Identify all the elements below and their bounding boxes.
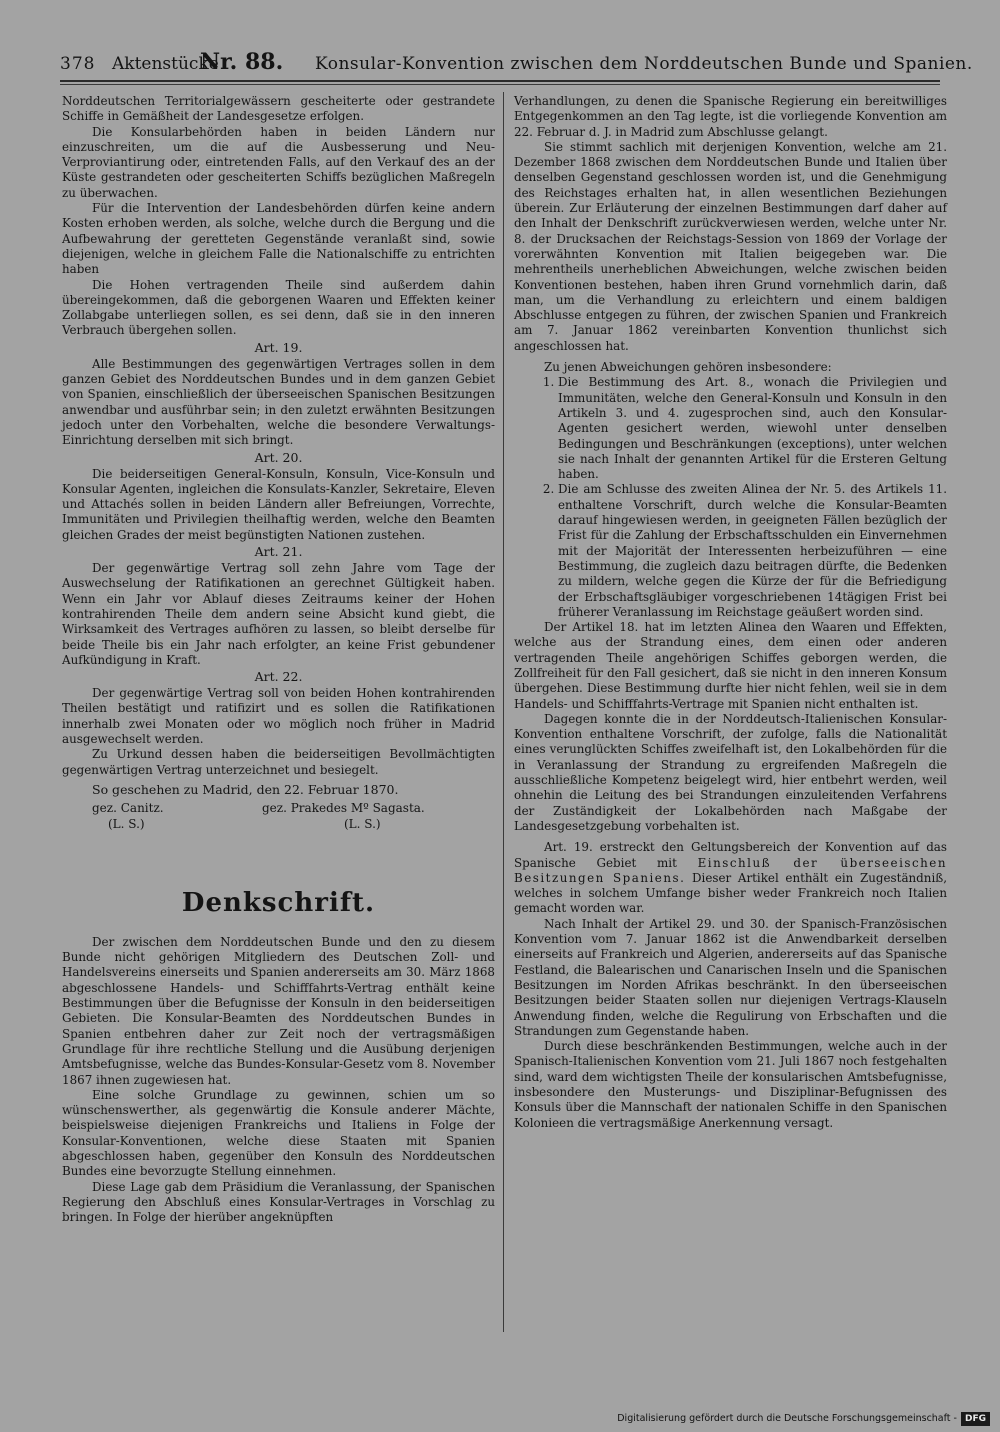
signature-canitz: gez. Canitz. (92, 800, 164, 815)
list-item: 2. Die am Schlusse des zweiten Alinea der Nr. 5. des Artikels 11. enthaltene Vorschrift, durch welche die Konsular-Beamten darauf hingewiesen werden, in geeigneten Fällen bezüglich der Frist für die Zahlung der Erbschaftsschulden ein Einvernehmen mit der Majorität der Interessenten herbeizuführen — eine Bestimmung, die zugleich dazu beitragen dürfte, die Bedenken zu mildern, welche gegen die Kürze der für die Befriedigung der Erbschaftsgläubiger vorgeschriebenen 14tägigen Frist bei früherer Veranlassung im Reichstage geäußert worden sind. (558, 482, 947, 620)
paragraph: Die beiderseitigen General-Konsuln, Konsuln, Vice-Konsuln und Konsular Agenten, ingleichen die Konsulats-Kanzler, Sekretaire, Eleven und Attachés sollen in beiden Ländern aller Befreiungen, Vorrechte, Immunitäten und Privilegien theilhaftig werden, welche den Beamten gleichen Grades der meist begünstigten Nationen zustehen. (62, 466, 495, 542)
article-heading: Art. 22. (254, 669, 303, 685)
emphasis-text: Einschluß der überseeischen Besitzungen Spaniens. (514, 855, 947, 885)
deviation-list (514, 375, 947, 620)
paragraph: Die Hohen vertragenden Theile sind außerdem dahin übereingekommen, daß die geborgenen Waaren und Effekten keiner Zollabgabe unterliegen sollen, es sei denn, daß sie in den inneren Verbrauch übergehen sollen. (62, 277, 495, 338)
page-number: 378 (60, 54, 96, 74)
signatures (62, 801, 495, 837)
denkschrift-heading: Denkschrift. (181, 887, 376, 918)
paragraph: Sie stimmt sachlich mit derjenigen Konvention, welche am 21. Dezember 1868 zwischen dem Norddeutschen Bunde und Italien über denselben Gegenstand geschlossen worden ist, und die Genehmigung des Reichstages erhalten hat, in allen wesentlichen Beziehungen überein. Zur Erläuterung der einzelnen Bestimmungen darf daher auf den Inhalt der Denkschrift zurückverwiesen werden, welche unter Nr. 8. der Drucksachen der Reichstags-Session von 1869 der Vorlage der vorerwähnten Konvention mit Italien beigegeben war. Die mehrentheils unerheblichen Abweichungen, welche zwischen beiden Konventionen bestehen, haben ihren Grund vornehmlich darin, daß man, um die Verhandlung zu erleichtern und einem baldigen Abschlusse entgegen zu führen, der zwischen Spanien und Frankreich am 7. Januar 1862 vereinbarten Konvention thunlichst sich angeschlossen hat. (514, 139, 947, 353)
paragraph: Eine solche Grundlage zu gewinnen, schien um so wünschenswerther, als gegenwärtig die Konsule anderer Mächte, beispielsweise diejenigen Frankreichs und Italiens in Folge der Konsular-Konventionen, welche diese Staaten mit Spanien abgeschlossen haben, gegenüber den Konsuln des Norddeutschen Bundes eine bevorzugte Stellung einnehmen. (62, 1087, 495, 1179)
paragraph: Verhandlungen, zu denen die Spanische Regierung ein bereitwilliges Entgegenkommen an den Tag legte, ist die vorliegende Konvention am 22. Februar d. J. in Madrid zum Abschlusse gelangt. (514, 94, 947, 139)
paragraph: Alle Bestimmungen des gegenwärtigen Vertrages sollen in dem ganzen Gebiet des Norddeutschen Bundes und in dem ganzen Gebiet von Spanien, einschließlich der überseeischen Spanischen Besitzungen anwendbar und ausführbar sein; in den zuletzt erwähnten Besitzungen jedoch unter den Vorbehalten, welche die besondere Verwaltungs-Einrichtung derselben mit sich bringt. (62, 356, 495, 448)
seal-mark: (L. S.) (108, 816, 145, 831)
paragraph: Für die Intervention der Landesbehörden dürfen keine andern Kosten erhoben werden, als solche, welche durch die Bergung und die Aufbewahrung der geretteten Gegenstände veranlaßt sind, sowie diejenigen, welche in gleichem Falle die Nationalschiffe zu entrichten haben (62, 201, 495, 277)
paragraph: Der zwischen dem Norddeutschen Bunde und den zu diesem Bunde nicht gehörigen Mitgliedern des Deutschen Zoll- und Handelsvereins einerseits und Spanien andererseits am 30. März 1868 abgeschlossene Handels- und Schifffahrts-Vertrag enthält keine Bestimmungen über die Befugnisse der Konsuln in den beiderseitigen Gebieten. Die Konsular-Beamten des Norddeutschen Bundes in Spanien entbehren daher zur Zeit noch der vertragsmäßigen Grundlage für ihre rechtliche Stellung und die Ausübung derjenigen Amtsbefugnisse, welche das Bundes-Konsular-Gesetz vom 8. November 1867 ihnen zugewiesen hat. (62, 934, 495, 1087)
text-run: Dieser Artikel enthält ein Zugeständniß, welches in solchem Umfange bisher weder Frankreich noch Italien gemacht worden war. (514, 870, 947, 916)
paragraph: Der gegenwärtige Vertrag soll von beiden Hohen kontrahirenden Theilen bestätigt und ratifizirt und es sollen die Ratifikationen innerhalb zwei Monaten oder wo möglich noch früher in Madrid ausgewechselt werden. (62, 686, 495, 746)
paragraph: Zu Urkund dessen haben die beiderseitigen Bevollmächtigten gegenwärtigen Vertrag unterzeichnet und besiegelt. (62, 747, 495, 777)
running-title: Konsular-Konvention zwischen dem Norddeutschen Bunde und Spanien. (315, 54, 973, 74)
text-run: Art. 19. erstreckt den Geltungsbereich der Konvention auf das Spanische Gebiet mit (514, 840, 947, 870)
right-column (514, 94, 947, 1131)
header-rule (60, 80, 940, 82)
left-column (62, 94, 495, 1226)
article-heading: Art. 21. (254, 544, 303, 560)
paragraph: Norddeutschen Territorialgewässern gescheiterte oder gestrandete Schiffe in Gemäßheit der Landesgesetze erfolgen. (62, 94, 495, 124)
page-header (60, 49, 973, 78)
article-heading: Art. 20. (254, 449, 303, 465)
article-heading: Art. 19. (254, 339, 303, 355)
paragraph: Diese Lage gab dem Präsidium die Veranlassung, der Spanischen Regierung den Abschluß eines Konsular-Vertrages in Vorschlag zu bringen. In Folge der hierüber angeknüpften (62, 1179, 495, 1225)
paragraph (514, 840, 947, 916)
header-rule-thin (60, 84, 940, 85)
column-divider (503, 92, 504, 1332)
signature-sagasta: gez. Prakedes Mº Sagasta. (262, 800, 425, 815)
paragraph: Dagegen konnte die in der Norddeutsch-Italienischen Konsular-Konvention enthaltene Vorschrift, der zufolge, falls die Nationalität eines verunglückten Schiffes zweifelhaft ist, den Lokalbehörden für die in Veranlassung der Strandung zu ergreifenden Maßregeln die ausschließliche Kompetenz beigelegt wird, hier entbehrt werden, weil ohnehin die Leitung des bei Strandungen einzuleitenden Verfahrens der Zuständigkeit der Lokalbehörden nach Maßgabe der Landesgesetzgebung vorbehalten ist. (514, 711, 947, 833)
digitization-footer (560, 1410, 990, 1428)
document-number: Nr. 88. (200, 49, 284, 75)
closing-line: So geschehen zu Madrid, den 22. Februar 1870. (92, 781, 399, 797)
paragraph: Durch diese beschränkenden Bestimmungen, welche auch in der Spanisch-Italienischen Konvention vom 21. Juli 1867 noch festgehalten sind, ward dem wichtigsten Theile der konsularischen Amtsbefugnisse, insbesondere den Musterungs- und Disziplinar-Befugnissen des Konsuls über die Mannschaft der nationalen Schiffe in den Spanischen Kolonieen die vertragsmäßige Anerkennung versagt. (514, 1039, 947, 1130)
paragraph: Die Konsularbehörden haben in beiden Ländern nur einzuschreiten, um die auf die Ausbesserung und Neu-Verproviantirung oder, eintretenden Falls, auf den Verkauf des an der Küste gestrandeten oder gescheiterten Schiffs bezüglichen Maßregeln zu überwachen. (62, 124, 495, 200)
paragraph: Der Artikel 18. hat im letzten Alinea den Waaren und Effekten, welche aus der Strandung eines, dem einen oder anderen vertragenden Theile angehörigen Schiffes geborgen werden, die Zollfreiheit für den Fall gesichert, daß sie nicht in den inneren Konsum übergehen. Diese Bestimmung durfte hier nicht fehlen, weil sie in dem Handels- und Schifffahrts-Vertrage mit Spanien nicht enthalten ist. (514, 620, 947, 711)
paragraph: Der gegenwärtige Vertrag soll zehn Jahre vom Tage der Auswechselung der Ratifikationen an gerechnet Gültigkeit haben. Wenn ein Jahr vor Ablauf dieses Zeitraums keiner der Hohen kontrahirenden Theile dem andern seine Absicht kund giebt, die Wirksamkeit des Vertrages aufhören zu lassen, so bleibt derselbe für beide Theile bis ein Jahr nach erfolgter, an keine Frist gebundener Aufkündigung in Kraft. (62, 561, 495, 667)
paragraph: Zu jenen Abweichungen gehören insbesondere: (544, 360, 832, 375)
footer-text: Digitalisierung gefördert durch die Deutsche Forschungsgemeinschaft - (617, 1413, 957, 1424)
dfg-logo: DFG (961, 1412, 990, 1426)
seal-mark: (L. S.) (344, 816, 381, 831)
paragraph: Nach Inhalt der Artikel 29. und 30. der Spanisch-Französischen Konvention vom 7. Januar 1862 ist die Anwendbarkeit derselben einerseits auf Frankreich und Algerien, andererseits auf das Spanische Festland, die Balearischen und Canarischen Inseln und die Spanischen Besitzungen im Norden Afrikas beschränkt. In den überseeischen Besitzungen beider Staaten sollen nur diejenigen Vertrags-Klauseln Anwendung finden, welche die Regulirung von Erbschaften und die Strandungen zum Gegenstande haben. (514, 916, 947, 1038)
list-item: 1. Die Bestimmung des Art. 8., wonach die Privilegien und Immunitäten, welche den General-Konsuln und Konsuln in den Artikeln 3. und 4. zugesprochen sind, auch den Konsular-Agenten gesichert werden, wiewohl unter denselben Bedingungen und Beschränkungen (exceptions), unter welchen sie nach Inhalt der genannten Artikel für die Ersteren Geltung haben. (558, 375, 947, 482)
section-label: Aktenstücke (112, 54, 219, 74)
